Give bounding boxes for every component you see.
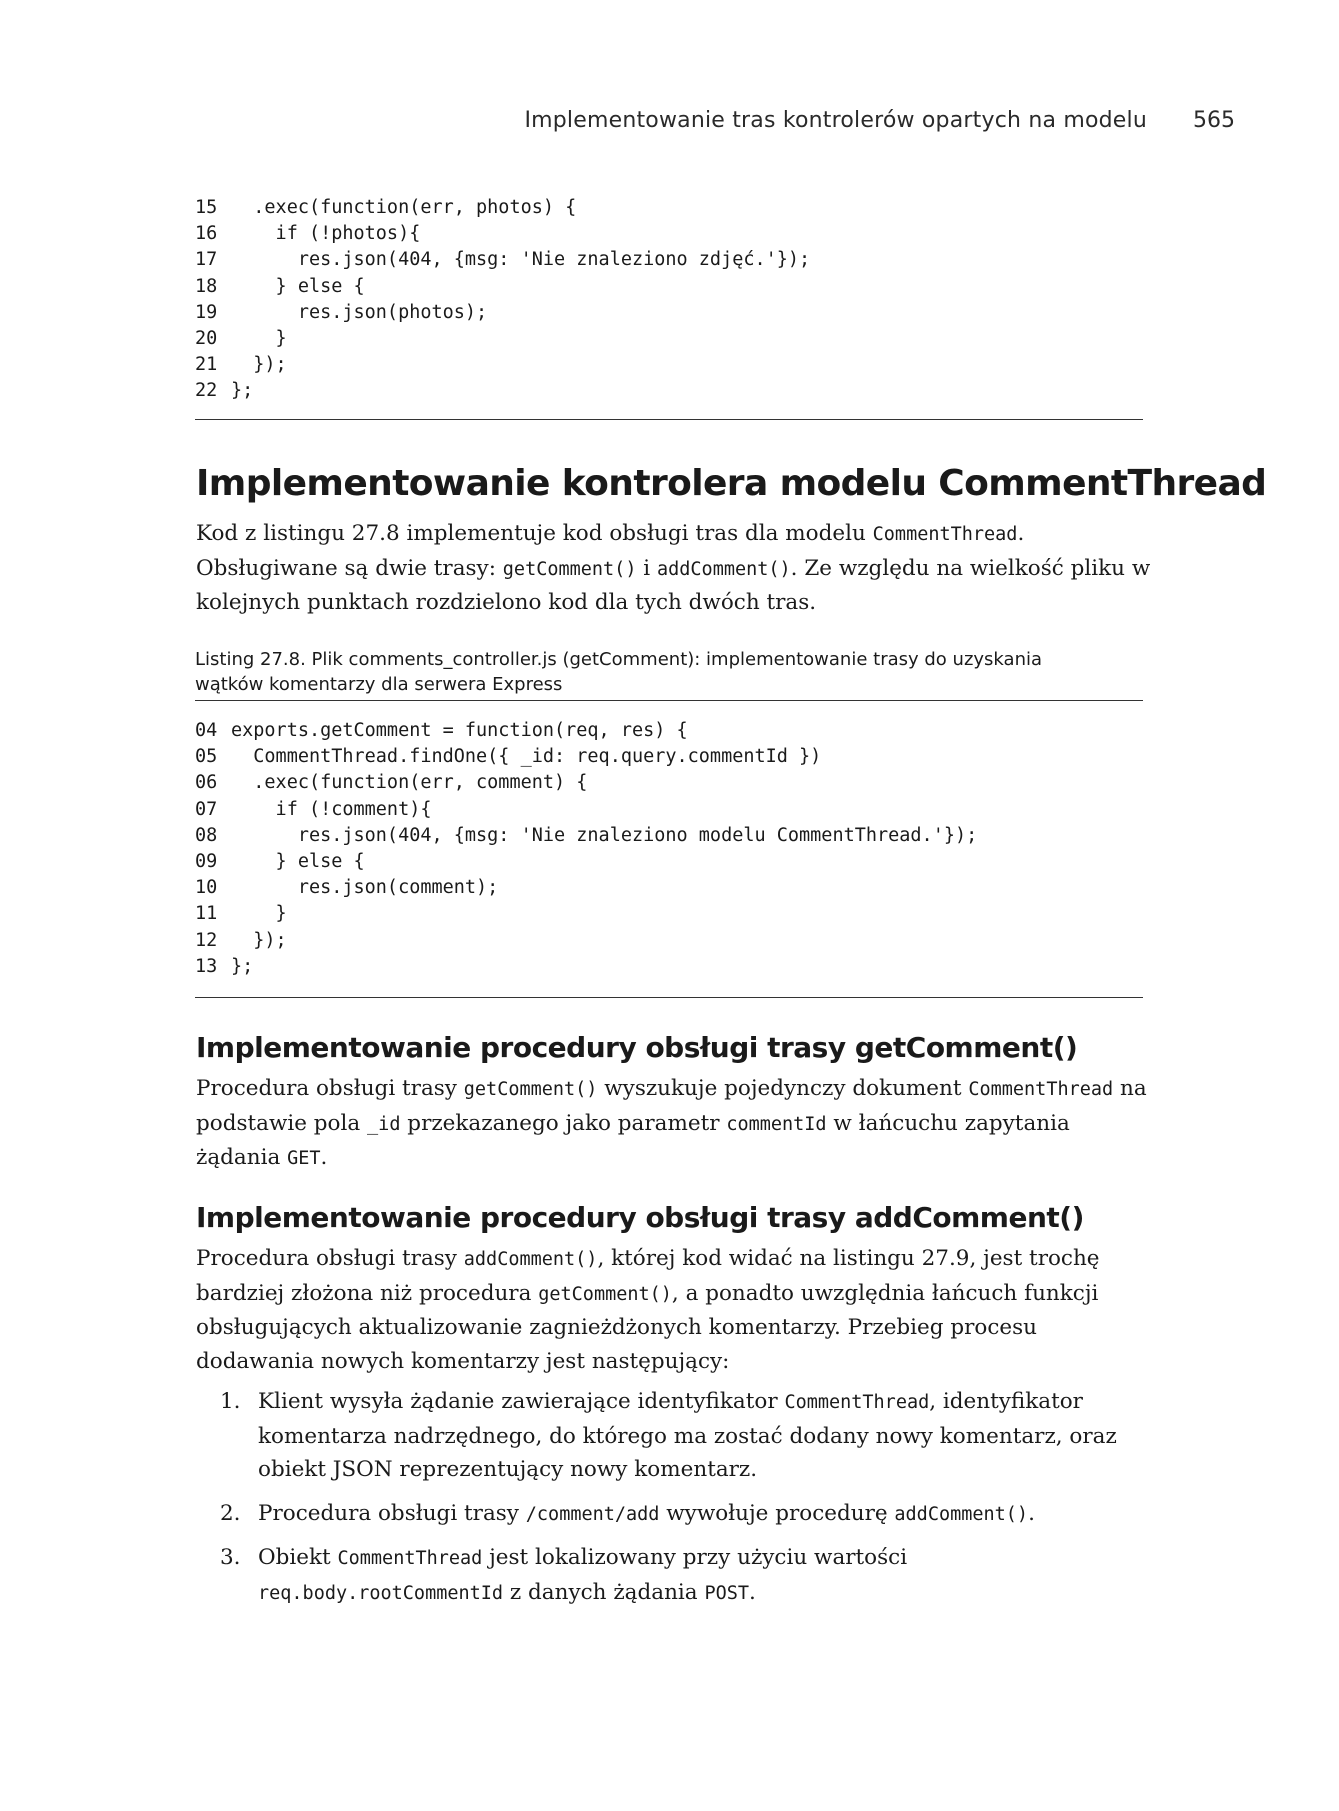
listing-line bbox=[195, 849, 1143, 875]
code-text: } bbox=[231, 328, 287, 350]
section-intro-paragraph: Kod z listingu 27.8 implementuje kod obsługi tras dla modelu CommentThread. Obsługiwane są dwie trasy: getComment() i addComment(). Ze względu na wielkość pliku w kolejnych punktach rozdzielono kod dla tych dwóch tras. bbox=[196, 521, 1151, 615]
addcomment-paragraph: Procedura obsługi trasy addComment(), której kod widać na listingu 27.9, jest trochę bardziej złożona niż procedura getComment(), a ponadto uwzględnia łańcuch funkcji obsługujących aktualizowanie zagnieżdżonych komentarzy. Przebieg procesu dodawania nowych komentarzy jest następujący: bbox=[196, 1246, 1100, 1374]
code-text: res.json(404, {msg: 'Nie znaleziono modelu CommentThread.'}); bbox=[231, 824, 978, 846]
line-number: 05 bbox=[195, 746, 218, 768]
inline-code: CommentThread bbox=[872, 524, 1018, 545]
inline-code: getComment() bbox=[538, 1283, 672, 1305]
subsection-heading-getcomment: Implementowanie procedury obsługi trasy getComment() bbox=[196, 1031, 1078, 1064]
code-line bbox=[195, 378, 1143, 404]
running-header bbox=[195, 108, 1235, 133]
listing-line bbox=[195, 744, 1143, 770]
line-number: 15 bbox=[195, 197, 218, 218]
inline-code: POST bbox=[704, 1582, 750, 1604]
inline-code: /comment/add bbox=[525, 1503, 660, 1525]
listing-line bbox=[195, 954, 1143, 980]
line-number: 21 bbox=[195, 354, 218, 376]
line-number: 16 bbox=[195, 223, 218, 245]
inline-code: getComment() bbox=[463, 1079, 598, 1100]
listing-line bbox=[195, 901, 1143, 927]
inline-code: req.body.rootCommentId bbox=[258, 1582, 504, 1604]
listing-line bbox=[195, 770, 1143, 796]
line-number: 10 bbox=[195, 877, 218, 899]
line-number: 20 bbox=[195, 328, 218, 350]
inline-code: CommentThread bbox=[784, 1392, 930, 1413]
line-number: 07 bbox=[195, 798, 218, 820]
code-text: CommentThread.findOne({ _id: req.query.commentId }) bbox=[231, 746, 822, 768]
listing-line bbox=[195, 875, 1143, 901]
list-text: Procedura obsługi trasy /comment/add wywołuje procedurę addComment(). bbox=[258, 1500, 1035, 1526]
code-text: res.json(photos); bbox=[231, 301, 488, 323]
code-line bbox=[195, 247, 1143, 273]
code-text: }; bbox=[231, 955, 254, 977]
code-text: if (!comment){ bbox=[231, 798, 432, 820]
list-number: 1. bbox=[220, 1389, 241, 1414]
code-listing bbox=[195, 718, 1143, 980]
listing-line bbox=[195, 823, 1143, 849]
code-text: }); bbox=[231, 929, 287, 951]
listing-caption-line: Listing 27.8. Plik comments_controller.js (getComment): implementowanie trasy do uzyskania bbox=[195, 649, 1043, 670]
running-title: Implementowanie tras kontrolerów opartych na modelu bbox=[524, 108, 1147, 133]
code-line bbox=[195, 195, 1143, 221]
code-line bbox=[195, 221, 1143, 247]
subsection-heading-addcomment: Implementowanie procedury obsługi trasy addComment() bbox=[196, 1201, 1084, 1234]
list-number: 2. bbox=[220, 1500, 241, 1526]
steps-list bbox=[196, 1385, 1156, 1620]
inline-code: CommentThread bbox=[337, 1548, 483, 1569]
inline-code: addComment() bbox=[894, 1503, 1029, 1525]
section-heading: Implementowanie kontrolera modelu CommentThread bbox=[196, 463, 1267, 504]
line-number: 04 bbox=[195, 720, 218, 741]
code-line bbox=[195, 352, 1143, 378]
code-text: }; bbox=[231, 380, 254, 402]
inline-code: addComment() bbox=[657, 558, 791, 580]
line-number: 17 bbox=[195, 249, 218, 271]
line-number: 22 bbox=[195, 380, 218, 402]
line-number: 08 bbox=[195, 824, 218, 846]
line-number: 18 bbox=[195, 275, 218, 297]
line-number: 11 bbox=[195, 903, 218, 925]
list-text: Klient wysyła żądanie zawierające identyfikator CommentThread, identyfikator komentarza nadrzędnego, do którego ma zostać dodany nowy komentarz, oraz obiekt JSON reprezentujący nowy komentarz. bbox=[258, 1389, 1117, 1482]
line-number: 12 bbox=[195, 929, 218, 951]
code-text: exports.getComment = function(req, res) { bbox=[231, 720, 688, 741]
code-text: }); bbox=[231, 354, 287, 376]
inline-code: CommentThread bbox=[968, 1079, 1114, 1100]
list-item bbox=[196, 1497, 1156, 1532]
code-text: res.json(comment); bbox=[231, 877, 499, 899]
list-item bbox=[196, 1541, 1156, 1610]
inline-code: _id bbox=[367, 1113, 401, 1135]
code-text: if (!photos){ bbox=[231, 223, 421, 245]
line-number: 06 bbox=[195, 772, 218, 794]
inline-code: getComment() bbox=[502, 558, 637, 580]
inline-code: addComment() bbox=[463, 1249, 598, 1270]
code-text: } else { bbox=[231, 851, 365, 873]
listing-caption-line: wątków komentarzy dla serwera Express bbox=[195, 674, 563, 695]
code-text: } bbox=[231, 903, 287, 925]
line-number: 09 bbox=[195, 851, 218, 873]
listing-bottom-rule bbox=[195, 997, 1143, 998]
listing-line bbox=[195, 718, 1143, 744]
line-number: 19 bbox=[195, 301, 218, 323]
list-number: 3. bbox=[220, 1545, 241, 1570]
code-line bbox=[195, 300, 1143, 326]
page-number: 565 bbox=[1193, 108, 1235, 133]
inline-code: commentId bbox=[726, 1113, 827, 1135]
code-text: .exec(function(err, photos) { bbox=[231, 197, 577, 218]
listing-line bbox=[195, 797, 1143, 823]
listing-top-rule bbox=[195, 700, 1143, 701]
getcomment-paragraph: Procedura obsługi trasy getComment() wyszukuje pojedynczy dokument CommentThread na podstawie pola _id przekazanego jako parametr commentId w łańcuchu zapytania żądania GET. bbox=[196, 1076, 1147, 1170]
code-line bbox=[195, 326, 1143, 352]
code-text: .exec(function(err, comment) { bbox=[231, 772, 588, 794]
list-text: Obiekt CommentThread jest lokalizowany przy użyciu wartości req.body.rootCommentId z danych żądania POST. bbox=[258, 1545, 908, 1605]
inline-code: GET bbox=[287, 1148, 321, 1169]
code-text: } else { bbox=[231, 275, 365, 297]
code-line bbox=[195, 274, 1143, 300]
listing-caption bbox=[195, 647, 1143, 699]
list-item bbox=[196, 1385, 1156, 1487]
code-end-rule bbox=[195, 419, 1143, 420]
line-number: 13 bbox=[195, 955, 218, 977]
listing-line bbox=[195, 928, 1143, 954]
code-block-continuation bbox=[195, 195, 1143, 405]
code-text: res.json(404, {msg: 'Nie znaleziono zdjęć.'}); bbox=[231, 249, 811, 271]
